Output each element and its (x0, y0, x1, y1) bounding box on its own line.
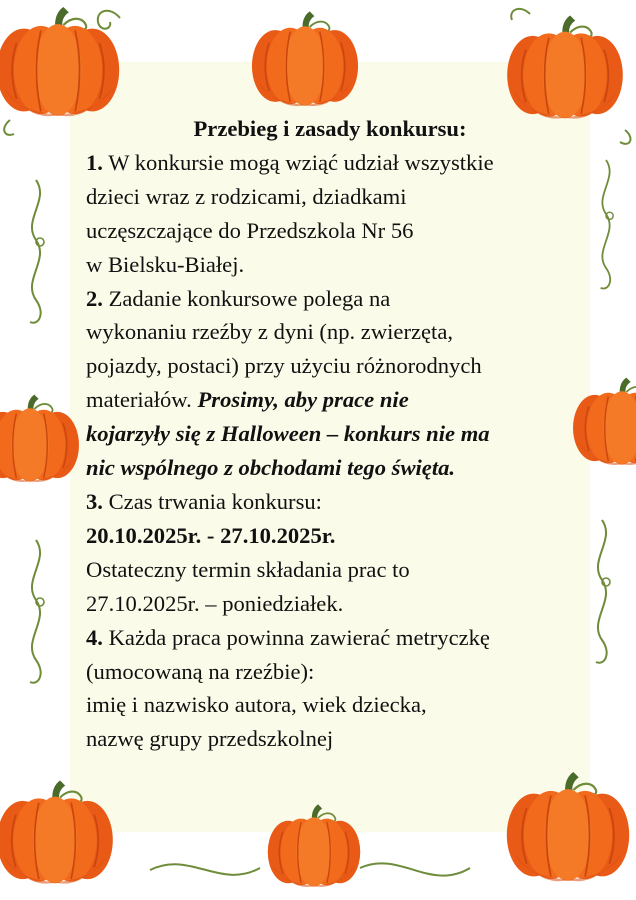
rule-1-line (86, 146, 606, 180)
rule-1-line: uczęszczające do Przedszkola Nr 56 (86, 217, 414, 243)
rule-3-line: Ostateczny termin składania prac to (86, 556, 410, 582)
vine-icon (30, 540, 44, 683)
rule-number: 1. (86, 149, 103, 175)
vine-icon (511, 9, 530, 20)
rule-2-line (86, 383, 606, 417)
rule-3-line: 27.10.2025r. – poniedziałek. (86, 590, 344, 616)
rule-2-line (86, 282, 606, 316)
contest-dates: 20.10.2025r. - 27.10.2025r. (86, 522, 336, 548)
rule-text: Każda praca powinna zawierać metryczkę (102, 624, 490, 650)
pumpkin-icon (0, 395, 79, 482)
emphasis-text: nic wspólnego z obchodami tego święta. (86, 455, 456, 481)
vine-icon (4, 120, 14, 135)
rule-4-line (86, 621, 606, 655)
pumpkin-icon (0, 781, 113, 884)
rule-text: Zadanie konkursowe polega na (102, 285, 391, 311)
emphasis-text: kojarzyły się z Halloween – konkurs nie ma (86, 421, 490, 447)
vine-icon (620, 130, 630, 144)
document-title: Przebieg i zasady konkursu: (193, 116, 467, 141)
rule-3-line (86, 485, 606, 519)
vine-icon (30, 180, 44, 323)
pumpkin-icon (0, 7, 119, 116)
emphasis-text: Prosimy, aby prace nie (197, 387, 409, 413)
rule-4-line: (umocowaną na rzeźbie): (86, 658, 315, 684)
pumpkin-icon (507, 772, 629, 881)
rule-text: W konkursie mogą wziąć udział wszystkie (102, 149, 494, 175)
pumpkin-icon (268, 804, 360, 887)
rule-2-line: wykonaniu rzeźby z dyni (np. zwierzęta, (86, 319, 453, 345)
rule-text: Czas trwania konkursu: (102, 488, 322, 514)
rule-number: 4. (86, 624, 103, 650)
pumpkin-icon (507, 15, 623, 118)
contest-rules (86, 112, 606, 756)
rule-1-line: dzieci wraz z rodzicami, dziadkami (86, 183, 407, 209)
rule-number: 2. (86, 285, 103, 311)
vine-icon (98, 11, 120, 29)
pumpkin-icon (252, 11, 358, 106)
rule-1-line: w Bielsku-Białej. (86, 251, 245, 277)
rule-2-line: pojazdy, postaci) przy użyciu różnorodnych (86, 353, 482, 379)
rule-4-line: imię i nazwisko autora, wiek dziecka, (86, 692, 427, 718)
rule-4-line: nazwę grupy przedszkolnej (86, 726, 334, 752)
rule-text: materiałów. (86, 387, 198, 413)
rule-number: 3. (86, 488, 103, 514)
